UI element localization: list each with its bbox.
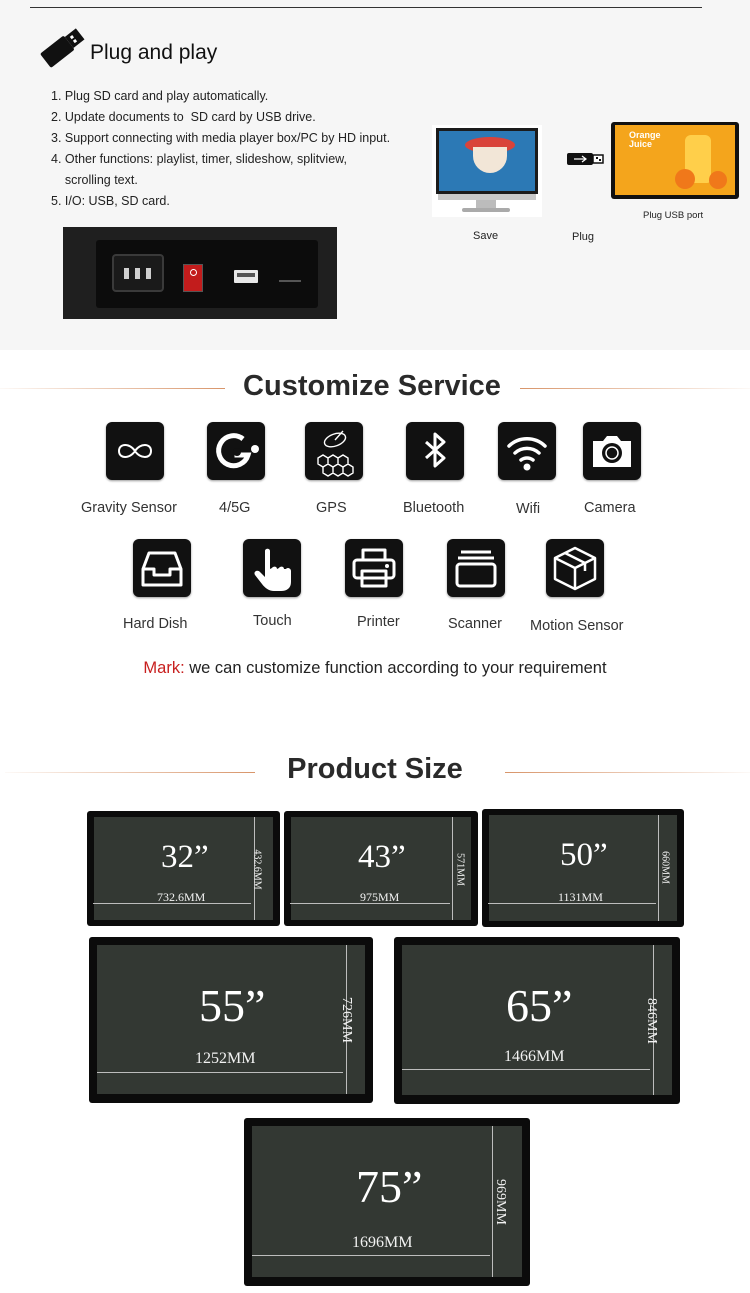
infinity-icon: [106, 422, 164, 480]
sd-slot-icon: [279, 280, 301, 282]
service-label-wifi: Wifi: [516, 501, 541, 517]
cube-icon: [546, 539, 604, 597]
wifi-icon: [498, 422, 556, 480]
service-label-hard-dish: Hard Dish: [123, 616, 188, 632]
height-label: 969MM: [493, 1179, 508, 1225]
monitor-base: [462, 208, 510, 212]
service-label-motion-sensor: Motion Sensor: [530, 618, 624, 634]
customization-note: [0, 659, 750, 678]
mark-text: we can customize function according to your requirement: [184, 659, 607, 677]
product-size-title: Product Size: [287, 753, 463, 785]
service-label-touch: Touch: [253, 613, 292, 629]
save-label: Save: [473, 230, 499, 242]
display-75-inch: [244, 1118, 530, 1286]
feature-item: 1. Plug SD card and play automatically.: [51, 89, 269, 103]
display-65-inch: [394, 937, 680, 1104]
service-label-gravity-sensor: Gravity Sensor: [81, 500, 177, 516]
diagonal-size: 43”: [358, 839, 406, 875]
width-label: 975MM: [360, 890, 400, 904]
height-label: 846MM: [644, 998, 659, 1044]
feature-list: [51, 86, 431, 212]
plug-and-play-title: Plug and play: [90, 41, 218, 64]
feature-item: 4. Other functions: playlist, timer, slideshow, splitview,: [51, 152, 347, 166]
display-55-inch: [89, 937, 373, 1103]
display-43-inch: [284, 811, 478, 926]
height-label: 432.6MM: [251, 849, 263, 890]
height-label: 660MM: [659, 851, 671, 884]
bluetooth-icon: [406, 422, 464, 480]
diagonal-size: 65”: [506, 980, 573, 1031]
display-32-inch: [87, 811, 280, 926]
height-label: 571MM: [454, 853, 466, 886]
service-label-camera: Camera: [584, 500, 636, 516]
service-label-4-5g: 4/5G: [219, 500, 251, 516]
top-divider: [30, 7, 702, 8]
diagonal-size: 55”: [199, 980, 266, 1031]
service-label-scanner: Scanner: [448, 616, 503, 632]
width-label: 1131MM: [558, 890, 603, 904]
power-switch-icon: [183, 264, 203, 292]
printer-icon: [345, 539, 403, 597]
usb-port-icon: [234, 270, 258, 283]
service-label-printer: Printer: [357, 614, 400, 630]
power-socket-icon: [112, 254, 164, 292]
height-dimension-line: [452, 817, 453, 920]
width-dimension-line: [252, 1255, 490, 1256]
plug-label: Plug: [572, 231, 595, 243]
width-dimension-line: [402, 1069, 650, 1070]
display-50-inch: [482, 809, 684, 927]
scanner-icon: [447, 539, 505, 597]
diagonal-size: 32”: [161, 839, 209, 875]
usb-stick-icon: [567, 152, 605, 166]
diagonal-size: 75”: [356, 1161, 423, 1212]
satellite-icon: [305, 422, 363, 480]
service-label-gps: GPS: [316, 500, 347, 516]
tray-icon: [133, 539, 191, 597]
width-label: 1466MM: [504, 1048, 565, 1065]
feature-item: 3. Support connecting with media player box/PC by HD input.: [51, 131, 391, 145]
camera-icon: [583, 422, 641, 480]
width-label: 1696MM: [352, 1234, 413, 1251]
usb-drive-icon: [38, 22, 88, 70]
width-dimension-line: [97, 1072, 343, 1073]
signal-g-icon: [207, 422, 265, 480]
height-label: 726MM: [339, 997, 354, 1043]
monitor-stand: [476, 200, 496, 208]
plug-usb-port-label: Plug USB port: [643, 210, 704, 221]
feature-item: scrolling text.: [51, 173, 138, 187]
width-label: 732.6MM: [157, 890, 206, 904]
width-label: 1252MM: [195, 1050, 256, 1067]
diagonal-size: 50”: [560, 837, 608, 873]
monitor-screen: [436, 128, 538, 194]
feature-item: 5. I/O: USB, SD card.: [51, 194, 170, 208]
hand-pointer-icon: [243, 539, 301, 597]
mark-prefix: Mark:: [143, 659, 185, 677]
service-label-bluetooth: Bluetooth: [403, 500, 465, 516]
screen-ad-text: Orange Juice: [629, 130, 661, 149]
customize-service-title: Customize Service: [243, 370, 501, 402]
feature-item: 2. Update documents to SD card by USB drive.: [51, 110, 316, 124]
